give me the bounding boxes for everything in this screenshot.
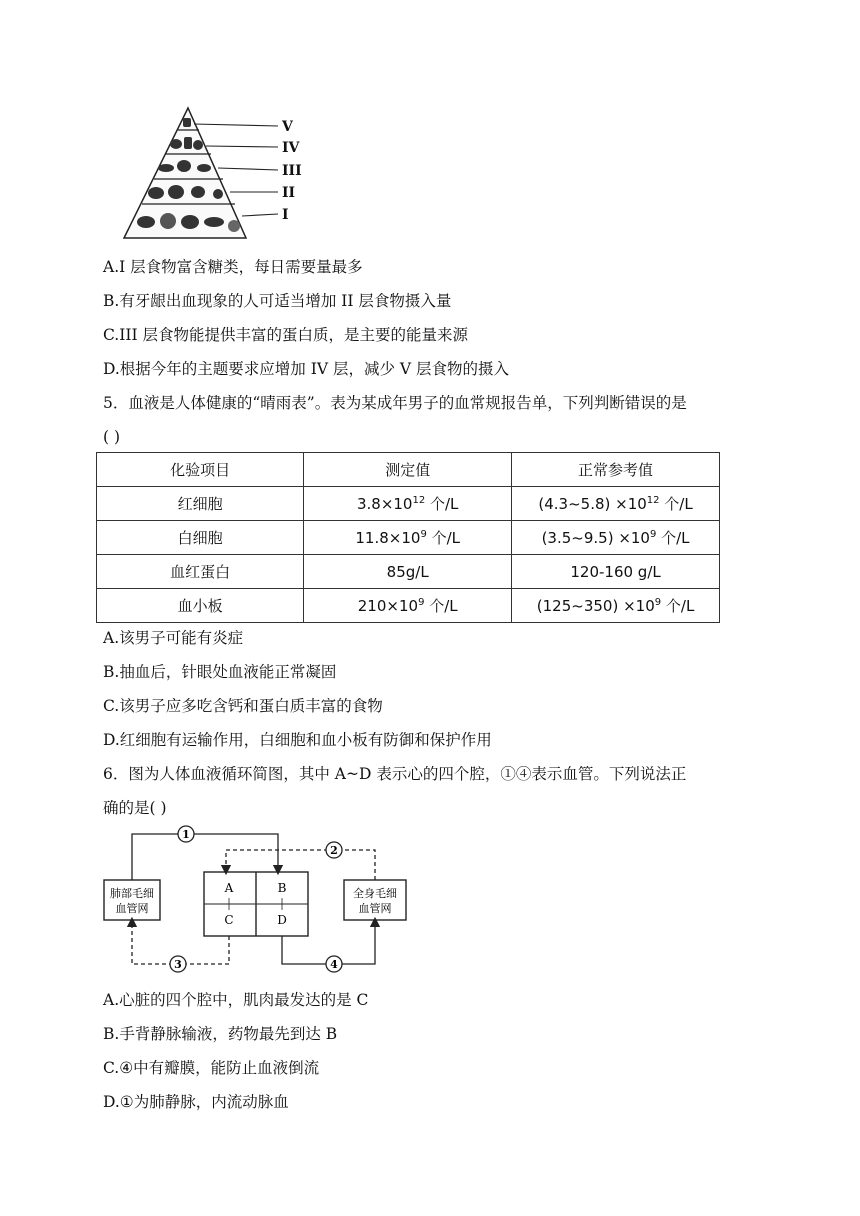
chamber-c: C xyxy=(224,913,234,927)
row-item: 血红蛋白 xyxy=(97,555,304,589)
row-reference: (4.3~5.8) $\times 10^{12}$ 个/L xyxy=(512,487,720,521)
row-value: 85g/L xyxy=(304,555,512,589)
header-value: 测定值 xyxy=(304,453,512,487)
q5-stem-line1: 5．血液是人体健康的“晴雨表”。表为某成年男子的血常规报告单，下列判断错误的是 xyxy=(103,394,687,412)
q5-stem-line2: ( ) xyxy=(103,428,121,446)
row-item: 红细胞 xyxy=(97,487,304,521)
q6-stem-line2: 确的是( ) xyxy=(103,799,167,817)
header-reference: 正常参考值 xyxy=(512,453,720,487)
q5-option-d: D.红细胞有运输作用，白细胞和血小板有防御和保护作用 xyxy=(103,731,492,749)
q6-option-b: B.手背静脉输液，药物最先到达 B xyxy=(103,1025,338,1043)
lung-label-1: 肺部毛细 xyxy=(110,887,154,900)
food-pyramid-figure xyxy=(118,104,318,244)
q5-option-a: A.该男子可能有炎症 xyxy=(103,629,244,647)
lung-label-2: 血管网 xyxy=(115,902,149,915)
row-value: $11.8\times 10^9$ 个/L xyxy=(304,521,512,555)
row-value: $210\times 10^9$ 个/L xyxy=(304,589,512,623)
q5-option-c: C.该男子应多吃含钙和蛋白质丰富的食物 xyxy=(103,697,383,715)
pyramid-level-ii: II xyxy=(282,185,296,201)
vessel-1-label xyxy=(178,826,194,842)
svg-text:3: 3 xyxy=(174,958,182,971)
svg-text:2: 2 xyxy=(330,844,338,857)
q6-option-c: C.④中有瓣膜，能防止血液倒流 xyxy=(103,1059,320,1077)
chamber-a: A xyxy=(224,881,234,895)
table-row xyxy=(97,521,720,555)
row-item: 白细胞 xyxy=(97,521,304,555)
table-row xyxy=(97,589,720,623)
table-row xyxy=(97,487,720,521)
pyramid-level-i: I xyxy=(282,207,289,223)
q6-stem-line1: 6．图为人体血液循环简图，其中 A~D 表示心的四个腔，①④表示血管。下列说法正 xyxy=(103,765,687,783)
row-reference: (3.5~9.5) $\times 10^9$ 个/L xyxy=(512,521,720,555)
q6-option-a: A.心脏的四个腔中，肌肉最发达的是 C xyxy=(103,991,369,1009)
row-reference: (125~350) $\times 10^9$ 个/L xyxy=(512,589,720,623)
header-item: 化验项目 xyxy=(97,453,304,487)
chamber-b: B xyxy=(277,881,287,895)
svg-text:4: 4 xyxy=(330,958,338,971)
table-row xyxy=(97,555,720,589)
pyramid-level-iv: IV xyxy=(282,140,300,156)
q4-option-c: C.III 层食物能提供丰富的蛋白质，是主要的能量来源 xyxy=(103,326,469,344)
row-value: $3.8\times 10^{12}$ 个/L xyxy=(304,487,512,521)
q4-option-a: A.I 层食物富含糖类，每日需要量最多 xyxy=(103,258,363,276)
blood-report-table xyxy=(96,452,720,623)
q5-option-b: B.抽血后，针眼处血液能正常凝固 xyxy=(103,663,337,681)
body-label-2: 血管网 xyxy=(358,902,392,915)
table-header-row xyxy=(97,453,720,487)
q4-option-d: D.根据今年的主题要求应增加 IV 层，减少 V 层食物的摄入 xyxy=(103,360,510,378)
vessel-3-label xyxy=(170,956,186,972)
svg-text:1: 1 xyxy=(182,828,190,841)
q6-option-d: D.①为肺静脉，内流动脉血 xyxy=(103,1093,289,1111)
row-item: 血小板 xyxy=(97,589,304,623)
q4-option-b: B.有牙龈出血现象的人可适当增加 II 层食物摄入量 xyxy=(103,292,452,310)
vessel-4-label xyxy=(326,956,342,972)
pyramid-level-v: V xyxy=(282,119,293,135)
row-reference: 120-160 g/L xyxy=(512,555,720,589)
body-label-1: 全身毛细 xyxy=(353,887,397,900)
vessel-2-label xyxy=(326,842,342,858)
pyramid-level-iii: III xyxy=(282,163,302,179)
chamber-d: D xyxy=(277,913,287,927)
blood-circulation-diagram xyxy=(98,824,414,976)
